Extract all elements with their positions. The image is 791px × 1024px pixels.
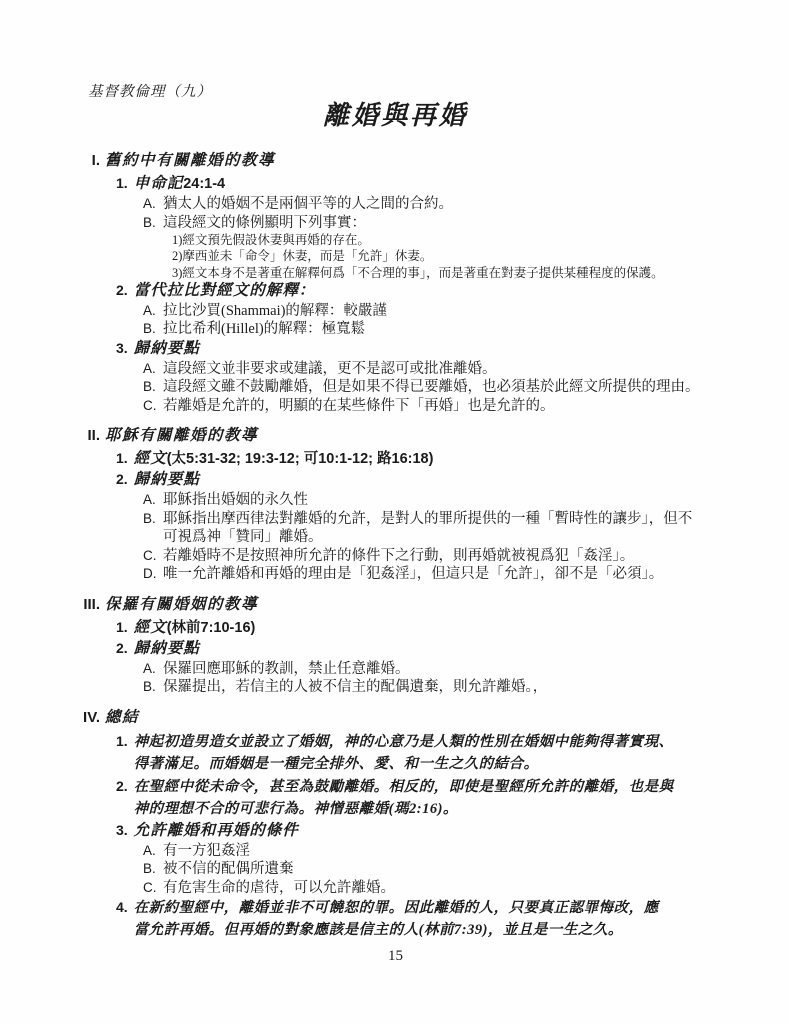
item-number: 3. xyxy=(116,339,128,356)
subitem-text xyxy=(163,879,395,898)
subitem-label: A. xyxy=(143,196,156,211)
section-heading-row xyxy=(78,594,768,616)
text-line: 有一方犯姦淫 xyxy=(163,842,250,859)
text-line: 耶穌指出摩西律法對離婚的允許，是對人的罪所提供的一種「暫時性的讓步」，但不 xyxy=(163,510,693,527)
item-text xyxy=(134,449,434,469)
subitem-text xyxy=(163,378,700,397)
item-heading-row xyxy=(78,776,768,820)
outline-content xyxy=(78,150,768,951)
outline-item xyxy=(78,821,768,898)
course-header: 基督教倫理（九） xyxy=(88,84,212,100)
section-title: 耶穌有關離婚的教導 xyxy=(105,427,259,445)
item-number: 1. xyxy=(116,732,128,749)
subitem-text xyxy=(163,547,634,566)
subitem-text xyxy=(163,860,294,879)
text-line: 保羅回應耶穌的教訓，禁止任意離婚。 xyxy=(163,660,410,677)
outline-item xyxy=(78,731,768,775)
subitem-text xyxy=(163,678,547,697)
item-text xyxy=(134,470,200,490)
outline-subitem xyxy=(78,378,768,397)
item-heading: 當代拉比對經文的解釋： xyxy=(133,281,316,299)
item-heading-row xyxy=(78,470,768,490)
outline-subitem xyxy=(78,547,768,566)
item-heading-row xyxy=(78,174,768,194)
outline-section xyxy=(78,707,768,942)
subitem-text xyxy=(163,491,308,510)
outline-item xyxy=(78,470,768,584)
subitem-text xyxy=(163,302,387,321)
subitem-label: B. xyxy=(143,510,156,526)
subitem-label: C. xyxy=(143,879,157,895)
outline-section xyxy=(78,150,768,415)
subitem-label: A. xyxy=(143,302,156,318)
item-heading-row xyxy=(78,618,768,638)
text-line: 神起初造男造女並設立了婚姻，神的心意乃是人類的性別在婚姻中能夠得著實現、 xyxy=(133,733,674,750)
outline-item xyxy=(78,639,768,697)
item-number: 3. xyxy=(116,821,128,838)
item-number: 2. xyxy=(116,281,128,298)
text-line: 拉比沙買(Shammai)的解釋：較嚴謹 xyxy=(163,302,387,319)
item-heading: 歸納要點 xyxy=(133,471,200,489)
item-text xyxy=(134,281,316,301)
subitem-label: B. xyxy=(143,861,156,877)
outline-subitem xyxy=(78,678,768,697)
scripture-ref: 24:1-4 xyxy=(183,176,226,192)
section-numeral: I. xyxy=(91,152,100,169)
text-line: 在新約聖經中，離婚並非不可饒恕的罪。因此離婚的人，只要真正認罪悔改，應 xyxy=(133,900,659,917)
text-line: 在聖經中從未命令，甚至為鼓勵離婚。相反的，即使是聖經所允許的離婚，也是與 xyxy=(133,778,674,795)
outline-item xyxy=(78,281,768,339)
page-title: 離婚與再婚 xyxy=(322,101,468,130)
scripture-ref: (林前7:10-16) xyxy=(166,619,256,636)
outline-subitem xyxy=(78,879,768,898)
subitem-text xyxy=(163,660,410,679)
item-number: 1. xyxy=(116,450,128,467)
outline-subitem xyxy=(78,397,768,416)
item-number: 2. xyxy=(116,639,128,656)
item-number: 2. xyxy=(116,471,128,488)
subitem-label: A. xyxy=(143,660,156,676)
subitem-label: D. xyxy=(143,566,157,582)
subitem-text xyxy=(163,565,663,584)
outline-section xyxy=(78,425,768,584)
outline-item xyxy=(78,174,768,281)
item-text xyxy=(134,776,674,820)
item-text xyxy=(134,174,225,194)
item-heading-row xyxy=(78,639,768,659)
item-number: 1. xyxy=(116,175,128,191)
text-line: 這段經文雖不鼓勵離婚，但是如果不得已要離婚，也必須基於此經文所提供的理由。 xyxy=(163,379,700,396)
item-text xyxy=(134,897,659,941)
text-line: 這段經文並非要求或建議，更不是認可或批准離婚。 xyxy=(163,360,497,377)
item-heading: 經文 xyxy=(133,618,167,636)
item-heading: 經文 xyxy=(133,450,167,468)
section-numeral: IV. xyxy=(83,708,100,726)
section-heading-row xyxy=(78,425,768,447)
item-text xyxy=(134,731,674,775)
outline-subitem xyxy=(78,842,768,861)
outline-section xyxy=(78,594,768,697)
text-line: 神的理想不合的可悲行為。神憎惡離婚(瑪2:16)。 xyxy=(133,800,458,817)
item-heading-row xyxy=(78,897,768,941)
page-number: 15 xyxy=(388,948,403,964)
subitem-text xyxy=(163,510,692,547)
outline-subitem xyxy=(78,510,768,547)
subitem-label: A. xyxy=(143,492,156,508)
outline-subitem xyxy=(78,660,768,679)
item-heading: 申命記 xyxy=(133,175,184,192)
text-line: 若離婚時不是按照神所允許的條件下之行動，則再婚就被視爲犯「姦淫」。 xyxy=(163,547,635,564)
outline-subitem xyxy=(78,860,768,879)
item-heading: 歸納要點 xyxy=(133,339,200,357)
section-numeral: III. xyxy=(83,595,100,613)
item-text xyxy=(134,639,200,659)
text-line: 猶太人的婚姻不是兩個平等的人之間的合約。 xyxy=(163,196,453,212)
text-line: 得著滿足。而婚姻是一種完全排外、愛、和一生之久的結合。 xyxy=(133,755,539,772)
outline-subitem xyxy=(78,302,768,321)
outline-subitem xyxy=(78,491,768,510)
section-heading-row xyxy=(78,150,768,172)
outline-subitem xyxy=(78,565,768,584)
subitem-label: B. xyxy=(143,214,156,230)
subitem-label: A. xyxy=(143,360,156,376)
item-text xyxy=(134,339,200,359)
item-text xyxy=(134,618,256,638)
outline-subitem xyxy=(78,360,768,379)
subitem-label: B. xyxy=(143,379,156,395)
section-heading-row xyxy=(78,707,768,729)
subitem-label: B. xyxy=(143,679,156,695)
sub-point: 3)經文本身不是著重在解釋何爲「不合理的事」，而是著重在對妻子提供某種程度的保護。 xyxy=(172,265,664,280)
outline-item xyxy=(78,339,768,416)
item-number: 1. xyxy=(116,618,128,635)
sub-point: 1)經文預先假設休妻與再婚的存在。 xyxy=(172,233,370,247)
text-line: 拉比希利(Hillel)的解釋：極寬鬆 xyxy=(163,321,366,338)
section-title: 保羅有關婚姻的教導 xyxy=(105,595,259,613)
text-line: 有危害生命的虐待，可以允許離婚。 xyxy=(163,879,395,896)
item-heading-row xyxy=(78,731,768,775)
subitem-label: A. xyxy=(143,842,156,858)
section-numeral: II. xyxy=(87,427,100,445)
scripture-ref: (太5:31-32; 19:3-12; 可10:1-12; 路16:18) xyxy=(166,451,434,468)
text-line: 可視爲神「贊同」離婚。 xyxy=(163,529,323,546)
outline-subitem xyxy=(78,214,768,233)
subitem-text xyxy=(163,397,555,416)
text-line: 保羅提出，若信主的人被不信主的配偶遺棄，則允許離婚。， xyxy=(163,679,548,696)
subitem-text xyxy=(163,360,497,379)
subitem-label: B. xyxy=(143,321,156,337)
item-heading-row xyxy=(78,821,768,841)
section-title: 舊約中有關離婚的教導 xyxy=(105,152,276,169)
subitem-label: C. xyxy=(143,547,157,563)
subitem-text xyxy=(163,195,453,214)
subitem-text xyxy=(163,842,250,861)
text-line: 若離婚是允許的，明顯的在某些條件下「再婚」也是允許的。 xyxy=(163,397,555,414)
item-number: 4. xyxy=(116,899,128,916)
outline-item xyxy=(78,449,768,469)
outline-subitem xyxy=(78,320,768,339)
text-line: 這段經文的條例顯明下列事實： xyxy=(163,214,366,231)
item-heading-row xyxy=(78,281,768,301)
item-heading: 歸納要點 xyxy=(133,639,200,657)
item-heading-row xyxy=(78,449,768,469)
text-line: 當允許再婚。但再婚的對象應該是信主的人(林前7:39)，並且是一生之久。 xyxy=(133,922,623,939)
text-line: 耶穌指出婚姻的永久性 xyxy=(163,492,308,509)
subitem-points xyxy=(78,232,768,281)
section-title: 總結 xyxy=(105,708,140,726)
item-number: 2. xyxy=(116,777,128,794)
outline-subitem xyxy=(78,195,768,214)
item-text xyxy=(134,821,299,841)
text-line: 被不信的配偶所遺棄 xyxy=(163,861,294,878)
sub-point: 2)摩西並未「命令」休妻，而是「允許」休妻。 xyxy=(172,249,433,264)
text-line: 唯一允許離婚和再婚的理由是「犯姦淫」，但這只是「允許」，卻不是「必須」。 xyxy=(163,566,664,583)
outline-item xyxy=(78,897,768,941)
subitem-label: C. xyxy=(143,397,157,413)
subitem-text xyxy=(163,320,365,339)
outline-item xyxy=(78,618,768,638)
item-heading-row xyxy=(78,339,768,359)
subitem-text xyxy=(163,214,366,233)
outline-item xyxy=(78,776,768,820)
item-heading: 允許離婚和再婚的條件 xyxy=(133,821,299,839)
